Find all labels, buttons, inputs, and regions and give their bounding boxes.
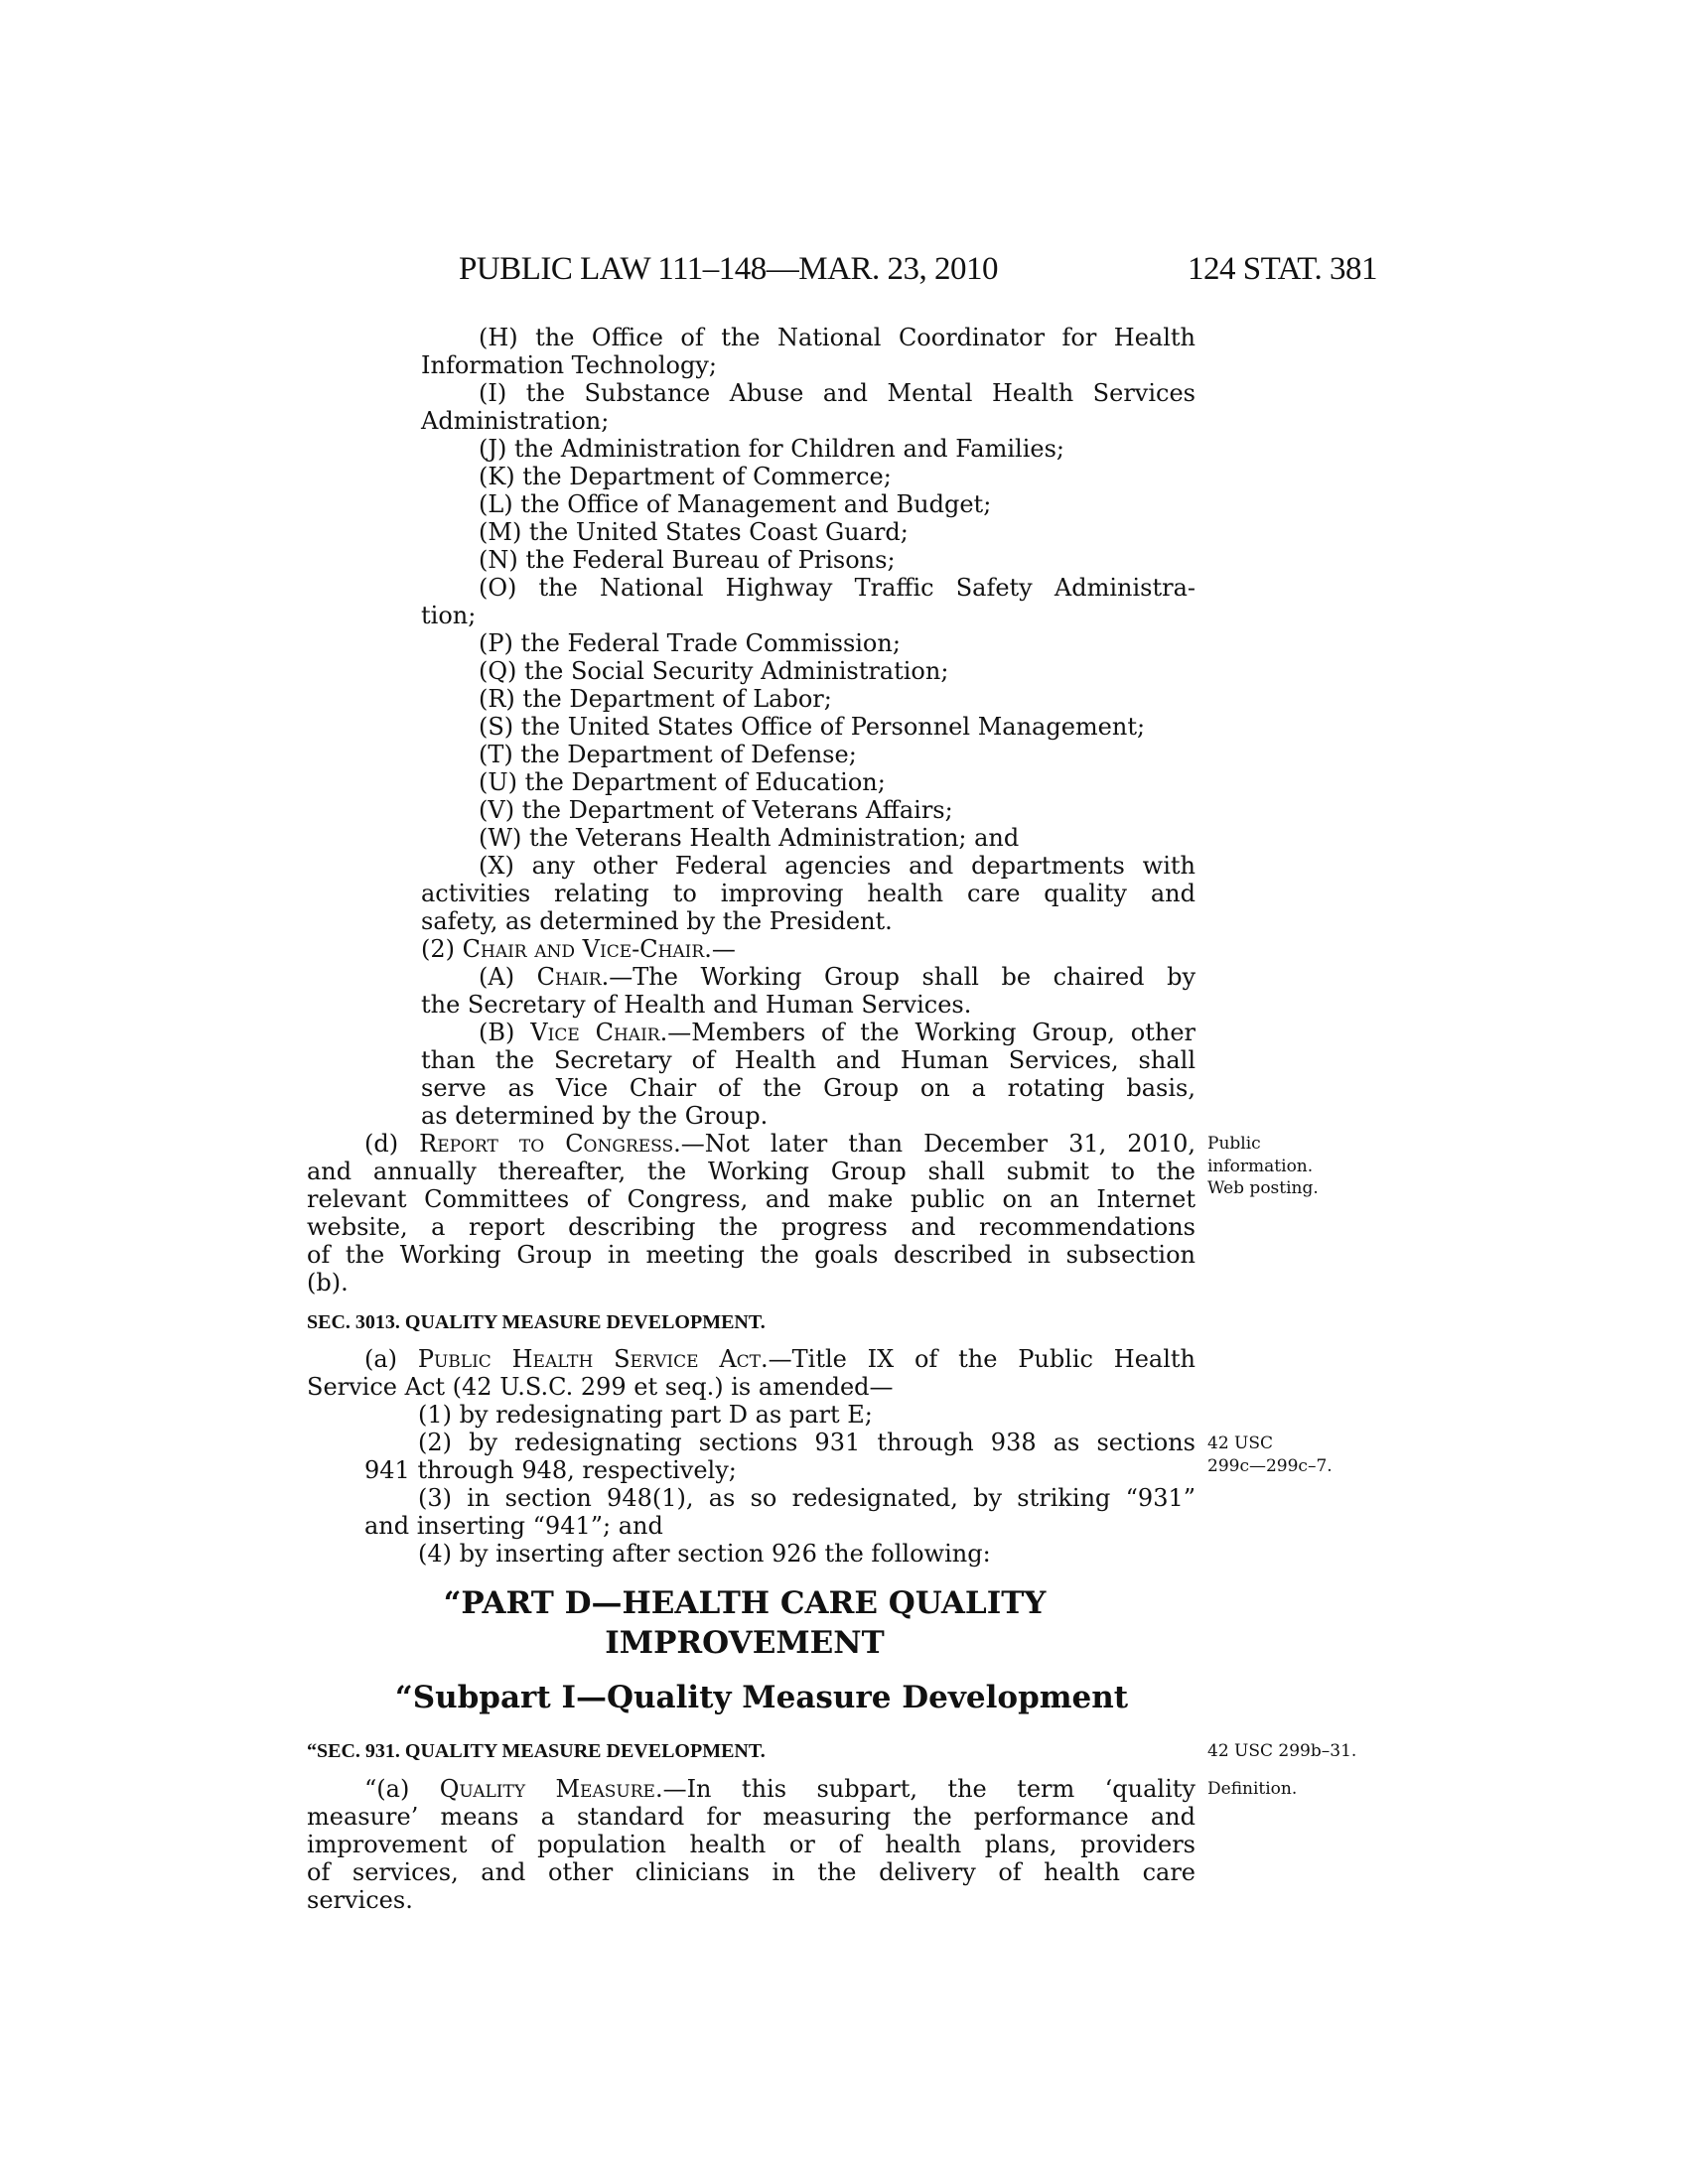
text-span: .—The Working Group shall be chaired by: [601, 963, 1196, 991]
part-d-heading-line-2: IMPROVEMENT: [605, 1625, 885, 1661]
text-line: measure’ means a standard for measuring the performance and: [307, 1803, 1196, 1831]
text-line: (V) the Department of Veterans Affairs;: [479, 796, 953, 824]
text-span: .—Title IX of the Public Health: [761, 1345, 1196, 1373]
text-span: (d): [364, 1130, 420, 1158]
text-line: (X) any other Federal agencies and departments with: [479, 852, 1196, 880]
text-line: relevant Committees of Congress, and make public on an Internet: [307, 1185, 1196, 1213]
paragraph-heading: Quality Measure: [439, 1775, 655, 1803]
text-line: (b).: [307, 1269, 349, 1297]
text-span: (A): [479, 963, 537, 991]
text-line: services.: [307, 1886, 413, 1914]
page-number: 124 STAT. 381: [1188, 251, 1378, 287]
margin-note-public-info: Public: [1207, 1134, 1261, 1154]
text-span: (B): [479, 1019, 531, 1046]
text-line: serve as Vice Chair of the Group on a rotating basis,: [421, 1074, 1196, 1102]
text-line: (R) the Department of Labor;: [479, 685, 832, 713]
text-line: (P) the Federal Trade Commission;: [479, 629, 901, 657]
text-line: as determined by the Group.: [421, 1102, 769, 1130]
text-line: and annually thereafter, the Working Group shall submit to the: [307, 1158, 1196, 1185]
text-line: (3) in section 948(1), as so redesignated, by striking “931”: [418, 1484, 1196, 1512]
text-line: Service Act (42 U.S.C. 299 et seq.) is amended—: [307, 1373, 894, 1401]
section-931-heading: “SEC. 931. QUALITY MEASURE DEVELOPMENT.: [307, 1740, 766, 1762]
text-line: tion;: [421, 602, 477, 629]
text-span: “(a): [364, 1775, 440, 1803]
text-line: safety, as determined by the President.: [421, 907, 893, 935]
margin-note-public-info: information.: [1207, 1156, 1314, 1176]
text-line: (Q) the Social Security Administration;: [479, 657, 949, 685]
text-line: [421, 935, 1196, 963]
text-line: (I) the Substance Abuse and Mental Health Services: [479, 379, 1196, 407]
text-line: (L) the Office of Management and Budget;: [479, 490, 992, 518]
text-line: [479, 963, 1196, 991]
text-line: (U) the Department of Education;: [479, 768, 886, 796]
margin-note-usc-299b: 42 USC 299b–31.: [1207, 1741, 1357, 1761]
text-span: .—In this subpart, the term ‘quality: [654, 1775, 1196, 1803]
text-line: and inserting “941”; and: [364, 1512, 663, 1540]
text-line: [364, 1345, 1196, 1373]
text-line: [364, 1775, 1196, 1803]
text-line: (H) the Office of the National Coordinator for Health: [479, 324, 1196, 351]
text-line: than the Secretary of Health and Human Services, shall: [421, 1046, 1196, 1074]
paragraph-heading: Report to Congress: [419, 1130, 674, 1158]
text-line: website, a report describing the progress and recommendations: [307, 1213, 1196, 1241]
text-line: (2) by redesignating sections 931 through 938 as sections: [418, 1429, 1196, 1456]
margin-note-definition: Definition.: [1207, 1779, 1298, 1799]
text-span: (a): [364, 1345, 418, 1373]
text-line: [364, 1130, 1196, 1158]
text-line: Information Technology;: [421, 351, 717, 379]
margin-note-public-info: Web posting.: [1207, 1178, 1319, 1199]
text-line: (K) the Department of Commerce;: [479, 463, 892, 490]
text-line: (N) the Federal Bureau of Prisons;: [479, 546, 896, 574]
paragraph-heading: Public Health Service Act: [417, 1345, 761, 1373]
text-line: [479, 1019, 1196, 1046]
part-d-heading-line-1: “PART D—HEALTH CARE QUALITY: [443, 1585, 1047, 1621]
text-line: of services, and other clinicians in the delivery of health care: [307, 1858, 1196, 1886]
paragraph-heading: Vice Chair: [530, 1019, 660, 1046]
text-line: (4) by inserting after section 926 the following:: [418, 1540, 991, 1568]
text-line: activities relating to improving health care quality and: [421, 880, 1196, 907]
text-line: (T) the Department of Defense;: [479, 741, 857, 768]
margin-note-usc-299c: 299c—299c–7.: [1207, 1455, 1333, 1476]
subpart-heading: “Subpart I—Quality Measure Development: [394, 1680, 1129, 1715]
text-line: (M) the United States Coast Guard;: [479, 518, 909, 546]
text-line: (W) the Veterans Health Administration; and: [479, 824, 1020, 852]
paragraph-heading: Chair: [536, 963, 602, 991]
text-line: improvement of population health or of health plans, providers: [307, 1831, 1196, 1858]
text-line: (1) by redesignating part D as part E;: [418, 1401, 873, 1429]
running-header-title: PUBLIC LAW 111–148—MAR. 23, 2010: [459, 251, 998, 287]
section-3013-heading: SEC. 3013. QUALITY MEASURE DEVELOPMENT.: [307, 1311, 766, 1333]
text-line: Administration;: [421, 407, 610, 435]
text-span: .—Members of the Working Group, other: [659, 1019, 1196, 1046]
text-span: (2): [421, 935, 463, 963]
paragraph-heading: Chair and Vice-Chair: [462, 935, 705, 963]
text-line: 941 through 948, respectively;: [364, 1456, 737, 1484]
text-line: of the Working Group in meeting the goals described in subsection: [307, 1241, 1196, 1269]
text-span: .—Not later than December 31, 2010,: [673, 1130, 1196, 1158]
text-span: .—: [704, 935, 736, 963]
text-line: (S) the United States Office of Personnel Management;: [479, 713, 1146, 741]
text-line: (O) the National Highway Traffic Safety Administra-: [479, 574, 1196, 602]
text-line: (J) the Administration for Children and Families;: [479, 435, 1064, 463]
margin-note-usc-299c: 42 USC: [1207, 1433, 1274, 1453]
text-line: the Secretary of Health and Human Services.: [421, 991, 972, 1019]
